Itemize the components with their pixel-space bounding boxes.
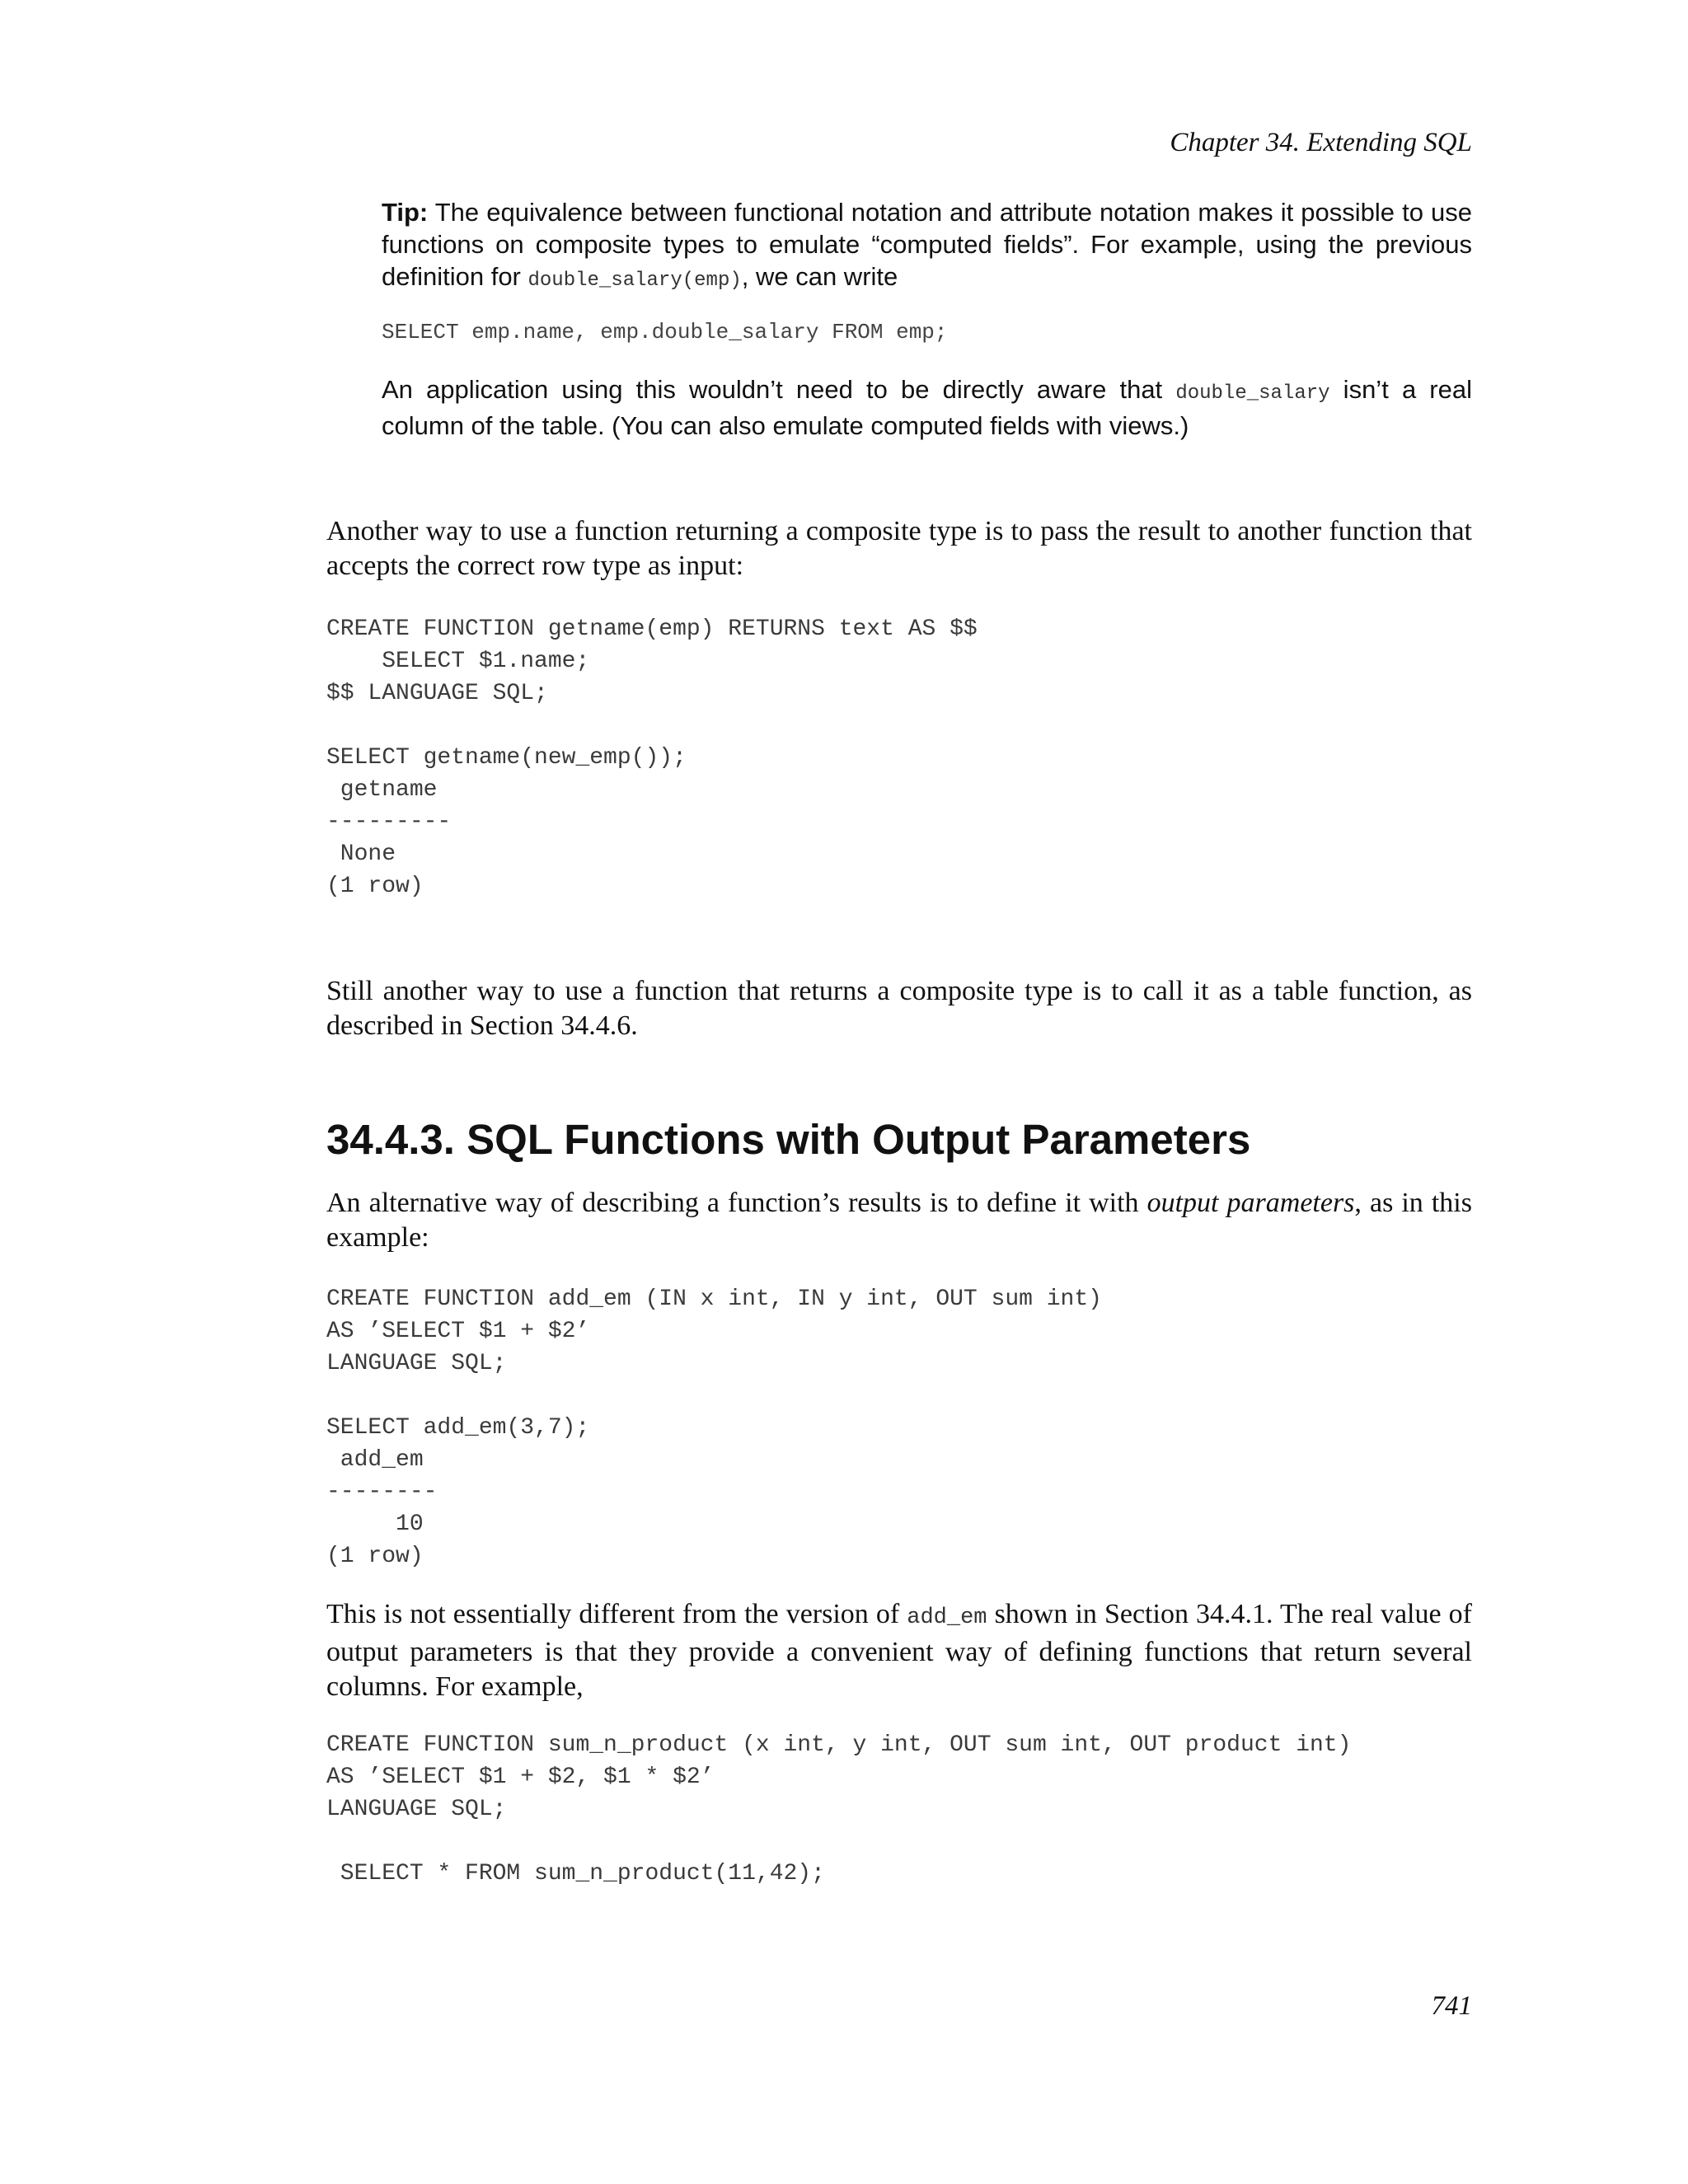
code-block-add-em: CREATE FUNCTION add_em (IN x int, IN y int, OUT sum int) AS ’SELECT $1 + $2’ LANGUAGE SQL; SELECT add_em(3,7); add_em -------- 10 (1 row) bbox=[326, 1286, 1102, 1569]
paragraph-not-different bbox=[326, 1597, 1472, 1704]
intro-text-b: , as in this example: bbox=[326, 1188, 1472, 1253]
tip-box-continued bbox=[382, 373, 1472, 442]
page-number: 741 bbox=[1431, 1991, 1472, 2021]
tip-text-part1: The equivalence between functional notation and attribute notation makes it possible to use functions on composite types to emulate “computed fields”. For example, using the previous definition for bbox=[382, 198, 1472, 291]
not-different-text-a: This is not essentially different from the version of bbox=[326, 1599, 907, 1629]
tip-paragraph bbox=[382, 196, 1472, 297]
tip-text-part3: An application using this wouldn’t need to be directly aware that bbox=[382, 375, 1176, 404]
section-heading: 34.4.3. SQL Functions with Output Parameters bbox=[326, 1116, 1251, 1163]
tip-text-part4: isn’t a real column of the table. (You can also emulate computed fields with views.) bbox=[382, 375, 1473, 440]
intro-text-a: An alternative way of describing a function’s results is to define it with bbox=[326, 1188, 1147, 1218]
tip-paragraph-2 bbox=[382, 373, 1472, 442]
not-different-inline-code: add_em bbox=[907, 1605, 987, 1630]
not-different-text-b: shown in Section 34.4.1. The real value of output parameters is that they provide a convenient way of defining functions that return several columns. For example, bbox=[326, 1599, 1472, 1702]
code-block-sum-n-product: CREATE FUNCTION sum_n_product (x int, y int, OUT sum int, OUT product int) AS ’SELECT $1 + $2, $1 * $2’ LANGUAGE SQL; SELECT * FROM sum_n_product(11,42); bbox=[326, 1732, 1352, 1886]
tip-code-block: SELECT emp.name, emp.double_salary FROM emp; bbox=[382, 320, 948, 344]
tip-text-part2: , we can write bbox=[741, 262, 898, 291]
paragraph-output-intro bbox=[326, 1186, 1472, 1255]
intro-emphasis: output parameters bbox=[1146, 1188, 1355, 1218]
running-header: Chapter 34. Extending SQL bbox=[1170, 128, 1472, 157]
tip-inline-code: double_salary(emp) bbox=[528, 269, 742, 292]
code-block-getname: CREATE FUNCTION getname(emp) RETURNS text AS $$ SELECT $1.name; $$ LANGUAGE SQL; SELECT getname(new_emp()); getname --------- None (1 row) bbox=[326, 616, 978, 899]
tip-box bbox=[382, 196, 1472, 297]
tip-label: Tip: bbox=[382, 198, 429, 227]
tip-inline-code-2: double_salary bbox=[1175, 382, 1330, 405]
paragraph-still-another: Still another way to use a function that returns a composite type is to call it as a table function, as described in Section 34.4.6. bbox=[326, 976, 1472, 1041]
paragraph-another-way: Another way to use a function returning a composite type is to pass the result to another function that accepts the correct row type as input: bbox=[326, 516, 1472, 581]
